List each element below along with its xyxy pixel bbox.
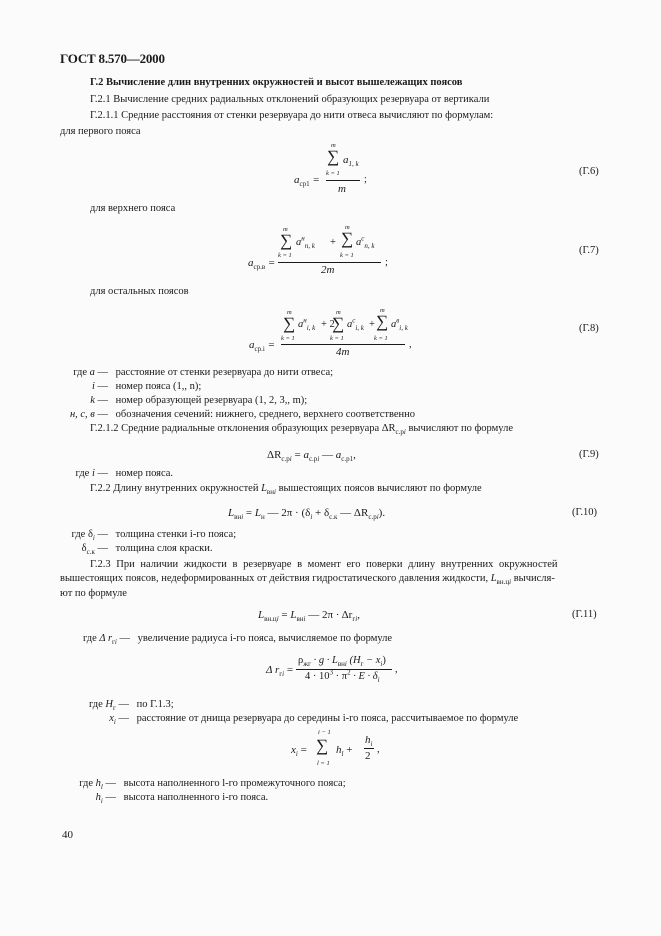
sub: i [377, 676, 380, 685]
def-prefix: где [75, 468, 92, 479]
label-other-belts: для остальных поясов [90, 286, 189, 297]
term-sub: n, k [304, 242, 315, 251]
term-sub: i, k [306, 324, 316, 333]
text: вычисляют по формуле [405, 423, 513, 434]
sub: i [273, 488, 276, 497]
operator: = [291, 449, 304, 461]
sigma-icon: ∑ [283, 314, 296, 333]
def-prefix: где [79, 778, 96, 789]
operator: = [243, 507, 255, 519]
sub: н [260, 513, 265, 522]
term: a [335, 449, 342, 461]
def-text: номер образующей резервуара (1, 2, 3,, m); [115, 395, 308, 406]
text: вычисля- [511, 573, 555, 584]
paragraph-g212 [90, 423, 513, 437]
lhs: a [248, 257, 254, 269]
sub: i [92, 534, 95, 543]
def-dash: — [94, 529, 108, 540]
sigma-icon: ∑ [341, 229, 354, 248]
expr: + δ [312, 507, 330, 519]
def-dash: — [94, 468, 108, 479]
def-dash: — [102, 778, 116, 789]
term-sub: i, k [355, 324, 364, 333]
sum-upper-limit: m [331, 142, 336, 149]
sub: l [100, 783, 103, 792]
def-dash: — [116, 633, 130, 644]
def-text: расстояние от стенки резервуара до нити отвеса; [115, 367, 334, 378]
lhs: x [291, 744, 296, 756]
sub: вн.ц [496, 578, 510, 587]
definition-row [0, 778, 346, 792]
sum-upper-limit: m [287, 309, 292, 316]
def-dash: — [102, 792, 116, 803]
sigma-icon: ∑ [327, 147, 340, 166]
punct: , [377, 744, 380, 755]
fraction-bar [326, 180, 360, 181]
sub: i [295, 750, 298, 759]
sub: вн.ц [264, 615, 277, 624]
label-first-belt: для первого пояса [60, 126, 141, 137]
sub: с.р [395, 428, 404, 437]
paragraph-g23-line2 [60, 573, 555, 587]
sub: г [112, 638, 115, 647]
def-dash: — [94, 543, 108, 554]
sub: с.р [368, 513, 377, 522]
denominator [305, 668, 380, 685]
operator: + [330, 237, 336, 248]
sub: вн [337, 660, 345, 669]
lhs-sub: ср.i [254, 345, 265, 354]
sum-upper-limit: m [345, 224, 350, 231]
sub: с.р [281, 455, 290, 464]
sub: i [403, 428, 406, 437]
def-symbol: h [95, 792, 101, 803]
text: Г.2.1.2 Средние радиальные отклонения образующих резервуара ΔR [90, 423, 396, 434]
def-text: номер пояса. [115, 468, 174, 479]
def-text: высота наполненного i-го пояса. [123, 792, 269, 803]
punct: , [395, 664, 398, 675]
definition-row [0, 713, 519, 727]
def-dash: — [94, 367, 108, 378]
sigma-icon: ∑ [280, 231, 293, 250]
def-prefix: где [82, 633, 100, 644]
sub: i [317, 455, 320, 464]
expr: (H [346, 655, 361, 666]
denominator: m [338, 183, 346, 195]
term: a [391, 319, 397, 330]
sigma-icon: ∑ [332, 314, 345, 333]
lhs: L [228, 507, 235, 519]
definition-row [0, 633, 393, 647]
sum-upper-limit: m [380, 307, 385, 314]
sub: i [289, 455, 292, 464]
punct: , [357, 609, 360, 621]
sub: i [114, 638, 117, 647]
sub: i [310, 513, 313, 522]
def-text: обозначения сечений: нижнего, среднего, верхнего соответственно [115, 409, 415, 420]
term: a [303, 449, 309, 461]
fraction-bar [364, 748, 374, 749]
sub: вн [234, 513, 242, 522]
lhs-sub: ср1 [299, 180, 310, 189]
def-symbol: Δ r [99, 633, 113, 644]
def-text: номер пояса (1,, n); [115, 381, 202, 392]
fraction-bar [296, 669, 392, 670]
term: a [343, 154, 349, 166]
operator: = [278, 609, 291, 621]
punct: ). [378, 507, 386, 519]
sub: i [344, 660, 347, 669]
def-prefix: где [73, 367, 90, 378]
def-symbol: h [95, 778, 101, 789]
denominator: 2m [321, 264, 335, 276]
sub: вн [266, 488, 274, 497]
sum-lower-limit: k = 1 [374, 335, 388, 342]
def-symbol: k [90, 395, 95, 406]
def-prefix: где [88, 699, 106, 710]
page-number: 40 [62, 829, 73, 841]
expr: − x [363, 655, 381, 666]
def-text: по Г.1.3; [136, 699, 174, 710]
sum-upper-limit: m [336, 309, 341, 316]
sum-lower-limit: k = 1 [340, 252, 354, 259]
sub: i [380, 660, 383, 669]
paragraph-g23-line3: ют по формуле [60, 588, 127, 599]
def-text: расстояние от днища резервуара до середины i-го пояса, рассчитываемое по формуле [136, 713, 519, 724]
term: a [356, 237, 362, 248]
def-text: высота наполненного l-го промежуточного пояса; [123, 778, 346, 789]
operator: — [319, 449, 336, 461]
term: L [331, 655, 338, 666]
sigma-icon: ∑ [376, 312, 389, 331]
sub: i [370, 740, 373, 749]
sub: г [279, 670, 283, 679]
sum-lower-limit: k = 1 [281, 335, 295, 342]
numerator [298, 655, 386, 669]
expr: — ΔR [337, 507, 369, 519]
sum-lower-limit: k = 1 [330, 335, 344, 342]
paragraph-g23-line1: Г.2.3 При наличии жидкости в резервуаре в момент его поверки длину внутренних окружностей [90, 559, 558, 570]
expr: — 2π · Δr [305, 609, 353, 621]
definition-row [0, 367, 333, 378]
equation-g11 [258, 609, 360, 624]
equation-g9 [267, 449, 356, 464]
def-text: толщина слоя краски. [115, 543, 213, 554]
def-text: толщина стенки i-го пояса; [115, 529, 237, 540]
equation-number: (Г.11) [572, 609, 597, 620]
term-sub: n, k [364, 242, 375, 251]
text: вышестоящих поясов вычисляют по формуле [275, 483, 482, 494]
definition-row [0, 699, 174, 713]
term: a [296, 237, 302, 248]
sub: жг [303, 660, 311, 669]
punct: , [353, 449, 356, 461]
lhs: a [294, 174, 300, 186]
lhs-sub: ср.в [253, 263, 266, 272]
definition-row [0, 409, 415, 420]
term-sub: 1, k [348, 160, 359, 169]
fraction-bar [281, 344, 405, 345]
term-sup: в [396, 316, 400, 325]
sub: i [355, 615, 358, 624]
denominator: 4m [336, 346, 350, 358]
sub: г [113, 704, 116, 713]
term: a [347, 319, 353, 330]
lhs: ΔR [267, 449, 282, 461]
sum-lower-limit: k = 1 [326, 170, 340, 177]
lhs: a [249, 339, 255, 351]
term-sup: н [301, 234, 305, 243]
term-sup: н [303, 316, 307, 325]
sigma-icon: ∑ [316, 736, 329, 755]
expr: · π [333, 671, 348, 682]
sub: с.к [329, 513, 338, 522]
term: ρ [298, 655, 304, 666]
sum-upper-limit: m [283, 226, 288, 233]
def-dash: — [115, 713, 129, 724]
sub: i [100, 797, 103, 806]
definition-row [0, 529, 237, 543]
def-symbol: н, с, в [69, 409, 95, 420]
equation-number: (Г.7) [579, 245, 599, 256]
sub: с.р1 [341, 455, 354, 464]
def-dash: — [94, 381, 108, 392]
operator: + 2 [321, 319, 335, 330]
punct: , [409, 339, 412, 350]
paragraph-g22 [90, 483, 482, 497]
term-sup: с [352, 316, 356, 325]
definition-row [0, 468, 173, 479]
expr: · E · δ [350, 671, 378, 682]
definition-row [0, 381, 201, 392]
sub: i [241, 513, 244, 522]
sub: г [352, 615, 356, 624]
definition-row [0, 792, 269, 806]
sub: i [509, 578, 512, 587]
sum-lower-limit: k = 1 [278, 252, 292, 259]
sub: l [341, 750, 344, 759]
paragraph-g211: Г.2.1.1 Средние расстояния от стенки резервуара до нити отвеса вычисляют по формулам: [90, 110, 494, 121]
sub: i [282, 670, 285, 679]
sub: i [376, 513, 379, 522]
definition-row [0, 395, 307, 406]
sub: г [360, 660, 364, 669]
expr: — 2π · (δ [264, 507, 311, 519]
sub: вн [296, 615, 304, 624]
def-symbol: i [91, 381, 95, 392]
sub: i [276, 615, 279, 624]
def-dash: — [115, 699, 129, 710]
section-title: Г.2 Вычисление длин внутренних окружностей и высот вышележащих поясов [90, 77, 463, 88]
text: Г.2.2 Длину внутренних окружностей [90, 483, 262, 494]
definition-row [0, 543, 213, 557]
term: a [298, 319, 304, 330]
sub: i [113, 718, 116, 727]
def-dash: — [94, 395, 108, 406]
term-sub: i, k [399, 324, 408, 333]
denominator: 2 [365, 750, 371, 762]
sub: с.р [308, 455, 318, 464]
sub: i [303, 615, 306, 624]
fraction-bar [278, 262, 381, 263]
term: 4 · 10 [305, 671, 330, 682]
equation-g10 [228, 507, 386, 522]
sup: 3 [329, 668, 333, 677]
equation-number: (Г.9) [579, 449, 599, 460]
equation-number: (Г.10) [572, 507, 598, 518]
equation-number: (Г.6) [579, 166, 599, 177]
def-symbol: i [91, 468, 95, 479]
lhs: L [258, 609, 265, 621]
equation-number: (Г.8) [579, 323, 599, 334]
def-text: увеличение радиуса i-го пояса, вычисляемое по формуле [137, 633, 393, 644]
def-symbol: a [89, 367, 95, 378]
operator: + [369, 319, 375, 330]
term-sup: с [361, 234, 365, 243]
term: h [336, 744, 342, 756]
symbol: L [490, 573, 497, 584]
label-top-belt: для верхнего пояса [90, 203, 176, 214]
def-symbol: H [105, 699, 113, 710]
def-symbol: δ [81, 543, 87, 554]
expr: · g · [310, 655, 332, 666]
operator: + [343, 744, 353, 756]
paragraph-g21: Г.2.1 Вычисление средних радиальных отклонений образующих резервуара от вертикали [90, 94, 490, 105]
punct: ; [364, 174, 367, 185]
lhs: Δ r [266, 664, 280, 676]
operator: = [284, 664, 294, 676]
sub: с.к [86, 548, 95, 557]
def-dash: — [94, 409, 108, 420]
sup: 2 [347, 668, 351, 677]
sum-lower-limit: l = 1 [317, 760, 330, 767]
sum-upper-limit: i − 1 [318, 729, 331, 736]
term: L [254, 507, 261, 519]
term: L [290, 609, 297, 621]
expr: ) [382, 655, 386, 666]
symbol: L [261, 483, 267, 494]
def-symbol: x [109, 713, 114, 724]
text: вышестоящих поясов, недеформированных от действия гидростатического давления жидкости, [60, 573, 491, 584]
document-id-header: ГОСТ 8.570—2000 [60, 51, 165, 66]
term: h [365, 734, 371, 746]
def-prefix: где [71, 529, 88, 540]
def-symbol: δ [87, 529, 93, 540]
operator: = [297, 744, 307, 756]
punct: ; [385, 257, 388, 268]
